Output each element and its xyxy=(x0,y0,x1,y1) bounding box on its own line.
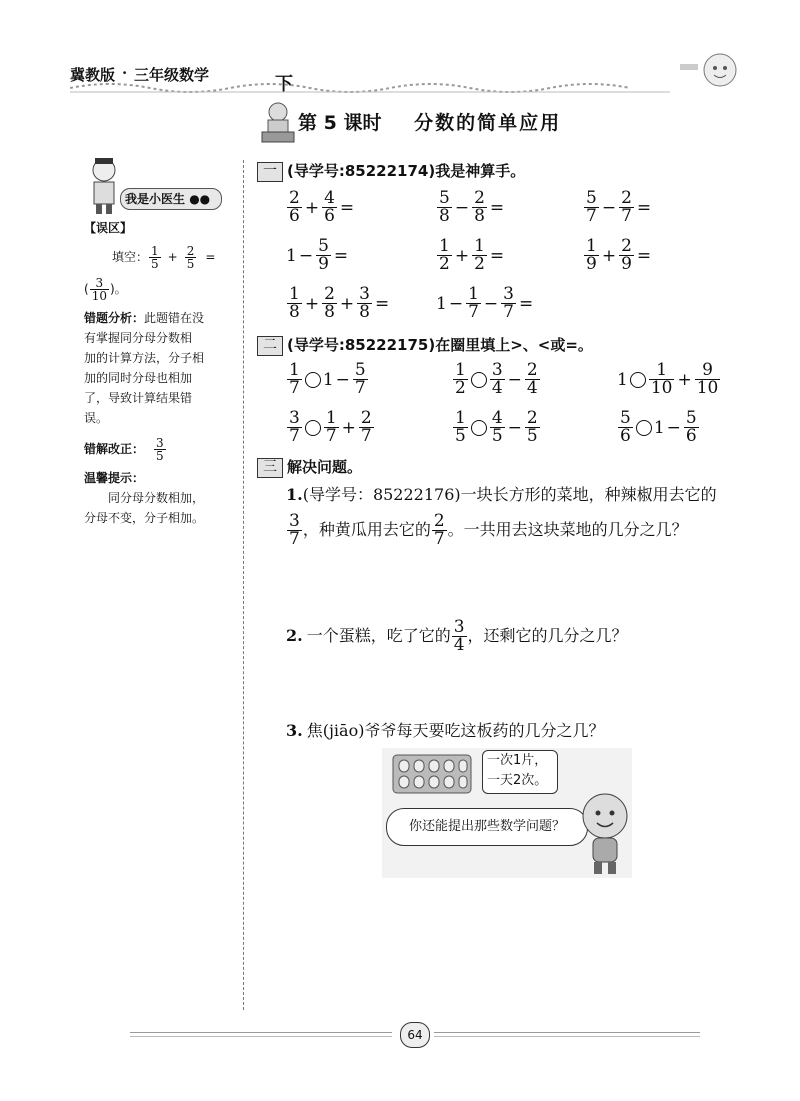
analysis-line: 加的同时分母也相加 xyxy=(84,371,193,385)
calc-r2c2: $\frac{1}{2}$ + $\frac{1}{2}$ = xyxy=(439,236,505,274)
correction-block xyxy=(84,434,234,464)
section-1-number: 一 xyxy=(257,162,283,182)
doctor-badge: 我是小医生 ●● xyxy=(120,188,222,210)
tip-line: 分母不变，分子相加。 xyxy=(84,511,205,525)
page-number: 64 xyxy=(407,1028,423,1042)
answer-circle[interactable] xyxy=(471,372,487,388)
problem-3 xyxy=(286,716,604,746)
tip-block xyxy=(84,468,234,528)
problem-1-end: 。一共用去这块菜地的几分之几？ xyxy=(447,520,688,539)
calc-r1c1: $\frac{2}{6}$ + $\frac{4}{6}$ = xyxy=(289,188,355,226)
answer-circle[interactable] xyxy=(636,420,652,436)
doctor-icon xyxy=(86,156,124,216)
pill-blister-icon xyxy=(392,754,472,794)
section-1-title: (导学号:85222174)我是神算手。 xyxy=(287,162,526,180)
dose-note xyxy=(482,750,558,794)
lesson-number: 第 5 课时 xyxy=(298,112,382,134)
tip-label: 温馨提示： xyxy=(84,471,145,485)
analysis-line: 加的计算方法，分子相 xyxy=(84,351,205,365)
error-label: 【误区】 xyxy=(84,221,133,235)
speech-bubble xyxy=(386,808,588,846)
footer-line-right xyxy=(434,1032,700,1033)
problem-1: 1.(导学号：85222176)一块长方形的菜地，种辣椒用去它的 $\frac{3}{7}$ ，种黄瓜用去它的 $\frac{2}{7}$ 。一共用去这块菜地的几分之几？ xyxy=(286,485,717,549)
header-wave-decoration xyxy=(70,80,740,96)
problem-1-number: 1. xyxy=(286,485,303,504)
calc-r3c2: 1 − $\frac{1}{7}$ − $\frac{3}{7}$ = xyxy=(436,284,534,322)
problem-2-end: ，还剩它的几分之几？ xyxy=(467,626,628,645)
analysis-block xyxy=(84,308,234,428)
problem-1-mid: ，种黄瓜用去它的 xyxy=(302,520,431,539)
fill-fraction-b: $\frac{2}{5}$ xyxy=(186,243,195,271)
calc-r2c1: 1 − $\frac{5}{9}$ = xyxy=(286,236,349,274)
fill-answer-close: )。 xyxy=(109,282,127,296)
section-2-number: 二 xyxy=(257,336,283,356)
fill-label: 填空： xyxy=(112,250,149,264)
fill-equals: = xyxy=(205,250,216,264)
answer-circle[interactable] xyxy=(305,420,321,436)
speech-bubble-text: 你还能提出那些数学问题？ xyxy=(408,819,565,834)
problem-1-line1: (导学号：85222176)一块长方形的菜地，种辣椒用去它的 xyxy=(302,485,717,504)
calc-r1c3: $\frac{5}{7}$ − $\frac{2}{7}$ = xyxy=(586,188,652,226)
answer-circle[interactable] xyxy=(471,420,487,436)
section-3-title: 解决问题。 xyxy=(287,458,363,476)
correction-label: 错解改正： xyxy=(84,442,145,456)
tip-line: 同分母分数相加， xyxy=(108,491,205,505)
sidebar xyxy=(84,156,234,528)
section-3-number: 三 xyxy=(257,458,283,478)
teacher-icon xyxy=(258,100,298,144)
calc-r1c2: $\frac{5}{8}$ − $\frac{2}{8}$ = xyxy=(439,188,505,226)
footer xyxy=(130,1022,700,1052)
fill-answer-fraction: $\frac{3}{10}$ xyxy=(91,275,107,303)
compare-r1c1: $\frac{1}{7}$ 1 − $\frac{5}{7}$ xyxy=(289,360,366,398)
doctor-badge-label: 我是小医生 xyxy=(125,192,186,206)
lesson-title-bar xyxy=(298,108,598,138)
answer-circle[interactable] xyxy=(630,372,646,388)
problem-3-text: 焦(jiāo)爷爷每天要吃这板药的几分之几？ xyxy=(306,721,605,740)
compare-r2c2: $\frac{1}{5}$ $\frac{4}{5}$ − $\frac{2}{5}$ xyxy=(455,408,538,446)
header-series: 冀教版 xyxy=(70,66,116,84)
dose-line-1: 一次1片， xyxy=(487,753,548,768)
dose-line-2: 一天2次。 xyxy=(487,773,548,788)
page-number-badge xyxy=(400,1022,430,1048)
fill-question xyxy=(84,242,234,272)
compare-r2c1: $\frac{3}{7}$ $\frac{1}{7}$ + $\frac{2}{7}$ xyxy=(289,408,372,446)
analysis-line: 此题错在没 xyxy=(144,311,205,325)
problem-2-pre: 一个蛋糕，吃了它的 xyxy=(306,626,451,645)
fill-answer xyxy=(84,272,234,306)
lesson-title: 分数的简单应用 xyxy=(414,112,562,134)
cartoon-child-icon xyxy=(578,788,632,878)
fill-answer-open: ( xyxy=(84,282,89,296)
problem-3-illustration xyxy=(382,748,632,878)
analysis-line: 了，导致计算结果错 xyxy=(84,391,193,405)
fill-fraction-a: $\frac{1}{5}$ xyxy=(151,243,159,271)
header-cartoon-icon xyxy=(680,50,740,90)
calc-r3c1: $\frac{1}{8}$ + $\frac{2}{8}$ + $\frac{3}{8}$ = xyxy=(289,284,390,322)
problem-2: 2. 一个蛋糕，吃了它的 $\frac{3}{4}$ ，还剩它的几分之几？ xyxy=(286,616,628,655)
section-2-header xyxy=(257,334,593,356)
header-volume: 下 xyxy=(275,74,293,95)
footer-line-left xyxy=(130,1032,392,1033)
header-bar xyxy=(70,58,740,95)
header-dot: · xyxy=(122,64,128,82)
fill-plus: + xyxy=(167,250,178,264)
calc-r2c3: $\frac{1}{9}$ + $\frac{2}{9}$ = xyxy=(586,236,652,274)
section-1-header xyxy=(257,160,525,182)
analysis-label: 错题分析： xyxy=(84,311,145,325)
analysis-line: 有掌握同分母分数相 xyxy=(84,331,193,345)
problem-2-number: 2. xyxy=(286,626,303,645)
header-grade: 三年级数学 xyxy=(134,66,210,84)
analysis-line: 误。 xyxy=(84,411,109,425)
section-2-title: (导学号:85222175)在圈里填上>、<或=。 xyxy=(287,336,593,354)
answer-circle[interactable] xyxy=(305,372,321,388)
compare-r2c3: $\frac{5}{6}$ 1 − $\frac{5}{6}$ xyxy=(620,408,697,446)
section-3-header xyxy=(257,456,362,478)
compare-r1c2: $\frac{1}{2}$ $\frac{3}{4}$ − $\frac{2}{4}$ xyxy=(455,360,538,398)
column-divider xyxy=(243,160,244,1010)
compare-r1c3: 1 $\frac{1}{10}$ + $\frac{9}{10}$ xyxy=(617,360,719,398)
correction-fraction: $\frac{3}{5}$ xyxy=(156,435,164,463)
problem-3-number: 3. xyxy=(286,721,303,740)
